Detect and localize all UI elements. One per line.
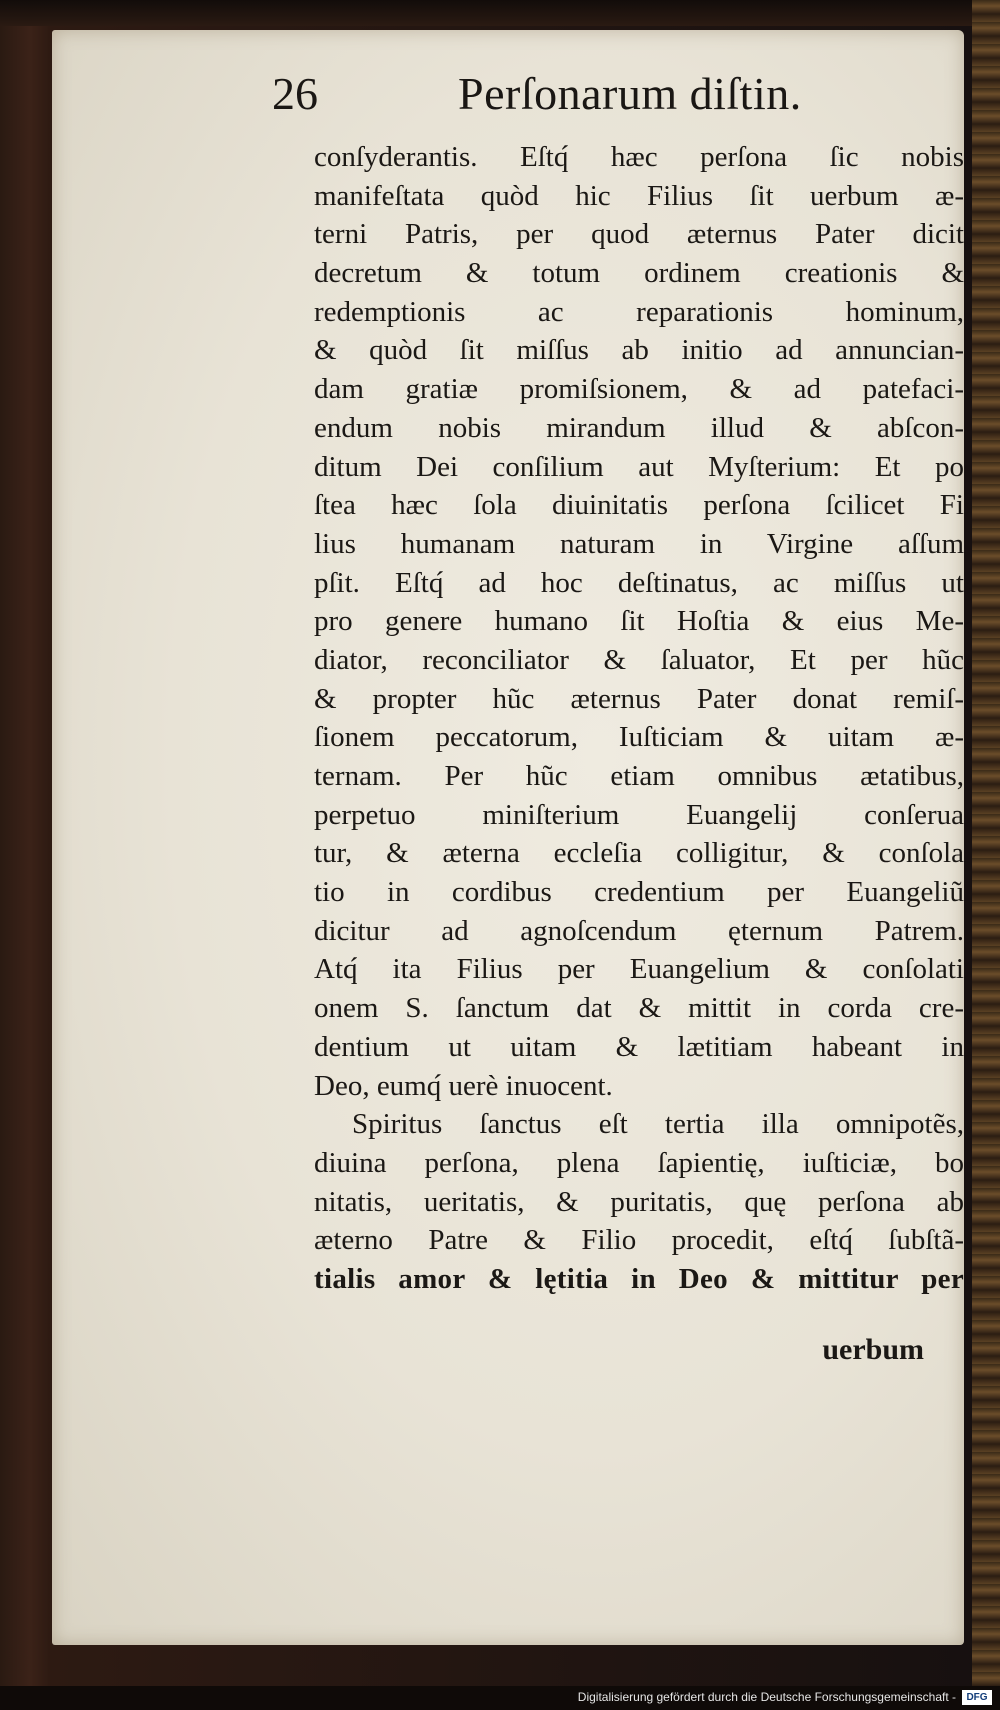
text-line: ſtea hæc ſola diuinitatis perſona ſcilicet Fi — [314, 489, 964, 522]
text-line: æterno Patre & Filio procedit, eſtq́ ſubſtã- — [314, 1224, 964, 1257]
catchword: uerbum — [822, 1333, 924, 1366]
page-number: 26 — [272, 68, 318, 119]
text-line: tio in cordibus credentium per Euangeliũ — [314, 876, 964, 909]
text-line: ternam. Per hũc etiam omnibus ætatibus, — [314, 760, 964, 792]
text-line: onem S. ſanctum dat & mittit in corda cre- — [314, 992, 964, 1025]
text-line: manifeſtata quòd hic Filius ſit uerbum æ- — [314, 179, 964, 212]
text-line: ſionem peccatorum, Iuſticiam & uitam æ- — [314, 721, 964, 754]
text-line: & propter hũc æternus Pater donat remiſ- — [314, 682, 964, 715]
text-line: diator, reconciliator & ſaluator, Et per hũc — [314, 643, 964, 676]
text-line: redemptionis ac reparationis hominum, — [314, 295, 964, 328]
text-line: pro genere humano ſit Hoſtia & eius Me- — [314, 605, 964, 638]
text-line: perpetuo miniſterium Euangelij conſerua — [314, 798, 964, 831]
scan-top-edge — [0, 0, 1000, 26]
text-line: dam gratiæ promiſsionem, & ad patefaci- — [314, 373, 964, 406]
text-line: ditum Dei conſilium aut Myſterium: Et po — [314, 450, 964, 483]
book-edge — [972, 0, 1000, 1710]
running-head: Perſonarum diſtin. — [458, 68, 802, 119]
body-text — [314, 138, 964, 1299]
dfg-logo: DFG — [962, 1690, 992, 1705]
text-line: dentium ut uitam & lætitiam habeant in — [314, 1030, 964, 1063]
text-line: nitatis, ueritatis, & puritatis, quę perſona ab — [314, 1185, 964, 1218]
text-line: lius humanam naturam in Virgine aſſum — [314, 527, 964, 560]
paragraph-start-line: Spiritus ſanctus eſt tertia illa omnipotẽs, — [352, 1108, 964, 1141]
text-line: diuina perſona, plena ſapientię, iuſticiæ, bo — [314, 1146, 964, 1179]
text-line: decretum & totum ordinem creationis & — [314, 257, 964, 290]
text-line: Atq́ ita Filius per Euangelium & conſolati — [314, 953, 964, 986]
text-line: terni Patris, per quod æternus Pater dicit — [314, 218, 964, 251]
text-line: & quòd ſit miſſus ab initio ad annuncian- — [314, 334, 964, 367]
funding-credit: Digitalisierung gefördert durch die Deutsche Forschungsgemeinschaft - — [577, 1690, 956, 1704]
text-line: Deo, eumq́ uerè inuocent. — [314, 1069, 613, 1102]
digitization-footer — [0, 1686, 1000, 1710]
text-line: dicitur ad agnoſcendum ęternum Patrem. — [314, 914, 964, 947]
text-line: endum nobis mirandum illud & abſcon- — [314, 411, 964, 444]
page-header — [258, 56, 818, 130]
text-line: pſit. Eſtq́ ad hoc deſtinatus, ac miſſus ut — [314, 566, 964, 599]
text-line: tialis amor & lętitia in Deo & mittitur per — [314, 1262, 964, 1295]
text-line: tur, & æterna eccleſia colligitur, & conſola — [314, 837, 964, 870]
text-line: conſyderantis. Eſtq́ hæc perſona ſic nobis — [314, 141, 964, 173]
